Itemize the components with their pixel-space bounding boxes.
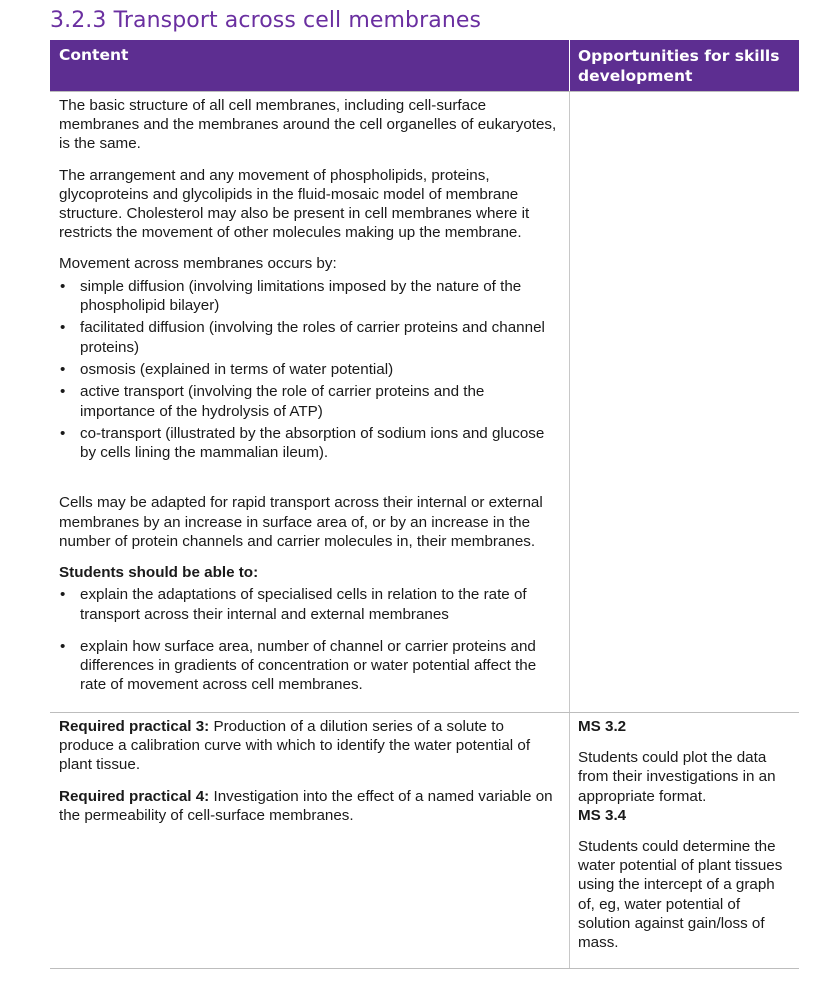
movement-list [59, 277, 560, 463]
list-item: • simple diffusion (involving limitations imposed by the nature of the phospholipid bilayer) [59, 277, 560, 315]
students-heading: Students should be able to: [59, 564, 259, 581]
header-content: Content [50, 40, 570, 91]
table-row [50, 92, 799, 713]
header-skills: Opportunities for skills development [578, 47, 780, 85]
paragraph-adaptations: Cells may be adapted for rapid transport across their internal or external membranes by an increase in surface area of, or by an increase in the number of protein channels and carrier molecules in, their membranes. [59, 494, 543, 550]
table-header [50, 40, 799, 92]
ms-heading: MS 3.2 [578, 718, 627, 735]
content-cell [50, 713, 570, 968]
table-row [50, 713, 799, 969]
paragraph-fluid-mosaic: The arrangement and any movement of phospholipids, proteins, glycoproteins and glycolipids in the fluid-mosaic model of membrane structure. Cholesterol may also be present in cell membranes where it restricts the movement of other molecules making up the membrane. [59, 166, 530, 242]
page-title: 3.2.3 Transport across cell membranes [50, 8, 482, 33]
ms-text: Students could determine the water potential of plant tissues using the intercept of a graph of, eg, water potential of solution against gain/loss of mass. [578, 838, 783, 952]
ms-text: Students could plot the data from their investigations in an appropriate format. [578, 749, 776, 805]
skills-cell [570, 713, 799, 968]
content-cell [50, 92, 570, 712]
students-list [59, 585, 560, 694]
list-item: • explain how surface area, number of channel or carrier proteins and differences in gradients of concentration or water potential affect the rate of movement across cell membranes. [59, 637, 560, 695]
skills-cell [570, 92, 799, 712]
list-item: • osmosis (explained in terms of water potential) [59, 360, 560, 379]
list-item: • explain the adaptations of specialised cells in relation to the rate of transport across their internal and external membranes [59, 585, 560, 623]
list-item: • facilitated diffusion (involving the roles of carrier proteins and channel proteins) [59, 318, 560, 356]
required-practical-4: Required practical 4: Investigation into the effect of a named variable on the permeability of cell-surface membranes. [59, 787, 553, 824]
list-item: • active transport (involving the role of carrier proteins and the importance of the hydrolysis of ATP) [59, 382, 560, 420]
list-item: • co-transport (illustrated by the absorption of sodium ions and glucose by cells lining the mammalian ileum). [59, 424, 560, 462]
paragraph-basic-structure: The basic structure of all cell membranes, including cell-surface membranes and the membranes around the cell organelles of eukaryotes, is the same. [59, 97, 557, 153]
specification-table [50, 40, 799, 969]
movement-intro: Movement across membranes occurs by: [59, 255, 337, 273]
ms-heading: MS 3.4 [578, 806, 627, 824]
required-practical-3: Required practical 3: Production of a dilution series of a solute to produce a calibration curve with which to identify the water potential of plant tissue. [59, 718, 531, 774]
